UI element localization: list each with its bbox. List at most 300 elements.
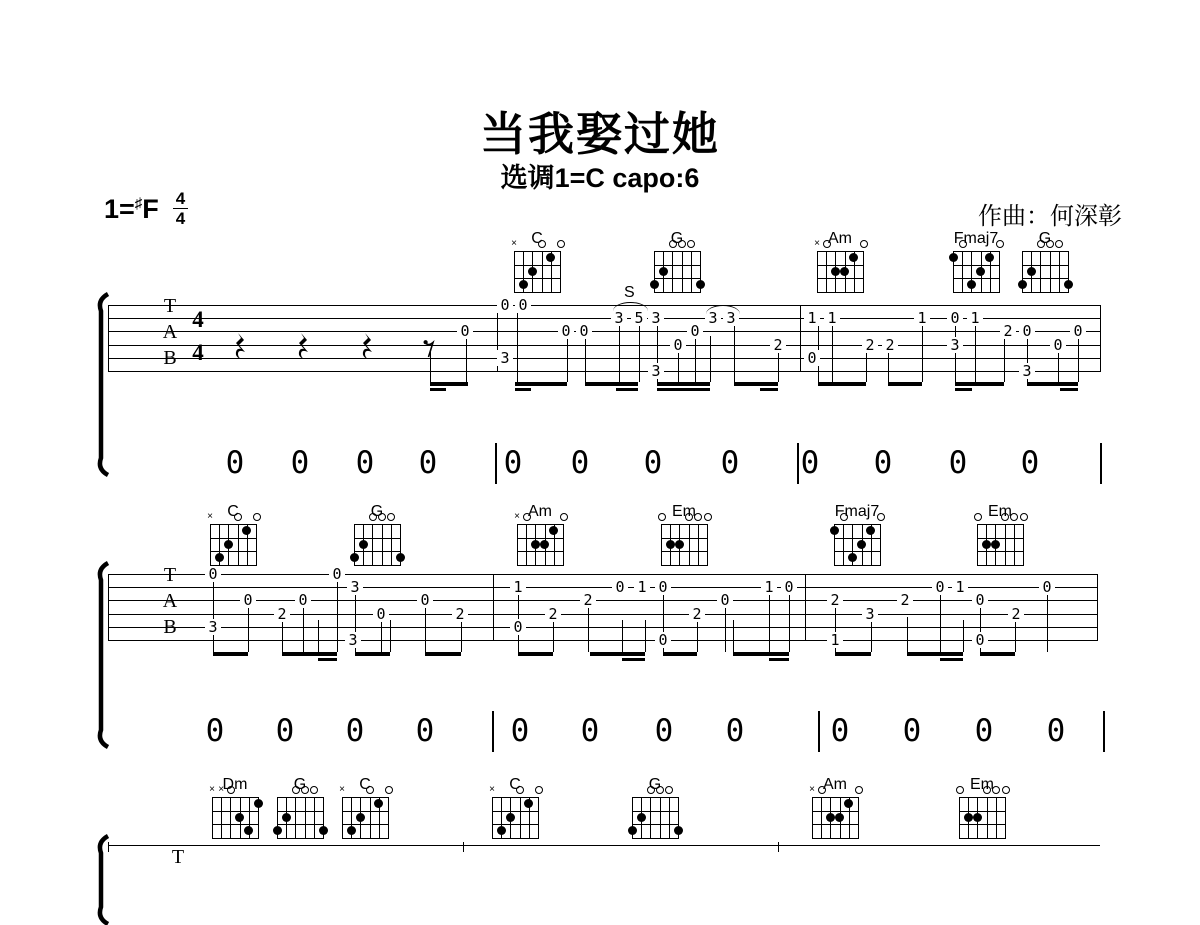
chord-finger-dot bbox=[359, 540, 368, 549]
beam-secondary bbox=[657, 388, 710, 392]
chord-fret-line bbox=[959, 797, 1005, 798]
note-stem bbox=[585, 336, 586, 382]
chord-string-line bbox=[660, 797, 661, 839]
chord-finger-dot bbox=[675, 540, 684, 549]
staff-line bbox=[108, 371, 1100, 372]
chord-fret-line bbox=[277, 797, 323, 798]
muted-string-icon: × bbox=[814, 238, 820, 249]
chord-fret-line bbox=[812, 797, 858, 798]
tab-note: 0 bbox=[373, 606, 389, 622]
chord-finger-dot bbox=[519, 280, 528, 289]
note-stem bbox=[940, 590, 941, 652]
note-stem bbox=[639, 321, 640, 382]
tab-note: 1 bbox=[827, 632, 843, 648]
chord-name: Am bbox=[528, 503, 552, 520]
barline bbox=[1100, 305, 1101, 372]
note-stem bbox=[734, 321, 735, 382]
chord-fret-line bbox=[514, 251, 560, 252]
chord-string-line bbox=[560, 251, 561, 293]
chord-fret-line bbox=[953, 292, 999, 293]
chord-finger-dot bbox=[374, 799, 383, 808]
chord-finger-dot bbox=[282, 813, 291, 822]
chord-string-line bbox=[689, 524, 690, 566]
staff-line bbox=[108, 574, 1097, 575]
chord-string-line bbox=[256, 524, 257, 566]
chord-fret-line bbox=[212, 811, 258, 812]
chord-fret-line bbox=[514, 292, 560, 293]
key-letter: F bbox=[142, 194, 159, 224]
barline bbox=[108, 305, 109, 372]
note-stem bbox=[769, 590, 770, 652]
chord-finger-dot bbox=[356, 813, 365, 822]
beam bbox=[518, 652, 553, 656]
count-zero: 0 bbox=[643, 445, 663, 481]
open-string-icon bbox=[855, 786, 863, 794]
tab-note: 0 bbox=[655, 632, 671, 648]
muted-string-icon: × bbox=[209, 784, 215, 795]
tab-note: 2 bbox=[897, 592, 913, 608]
chord-finger-dot bbox=[866, 526, 875, 535]
chord-finger-dot bbox=[224, 540, 233, 549]
chord-fret-line bbox=[212, 797, 258, 798]
chord-fret-line bbox=[834, 565, 880, 566]
chord-fret-line bbox=[210, 551, 256, 552]
beam-secondary bbox=[760, 388, 778, 392]
chord-string-line bbox=[520, 797, 521, 839]
chord-finger-dot bbox=[524, 799, 533, 808]
open-string-icon bbox=[1037, 240, 1045, 248]
chord-finger-dot bbox=[347, 826, 356, 835]
count-zero: 0 bbox=[570, 445, 590, 481]
count-zero: 0 bbox=[1046, 713, 1066, 749]
barline bbox=[800, 305, 801, 372]
open-string-icon bbox=[292, 786, 300, 794]
chord-fret-line bbox=[654, 251, 700, 252]
count-zero: 0 bbox=[275, 713, 295, 749]
chord-fret-line bbox=[977, 524, 1023, 525]
quarter-rest-icon bbox=[361, 332, 375, 360]
count-zero: 0 bbox=[800, 445, 820, 481]
chord-finger-dot bbox=[976, 267, 985, 276]
tab-note: 0 bbox=[655, 579, 671, 595]
beam bbox=[907, 652, 963, 656]
quarter-rest-icon bbox=[234, 332, 248, 360]
chord-fret-line bbox=[959, 811, 1005, 812]
tab-letter: B bbox=[163, 347, 177, 369]
chord-finger-dot bbox=[964, 813, 973, 822]
time-signature-bottom: 4 bbox=[175, 209, 186, 228]
slur-arc bbox=[706, 305, 740, 314]
note-stem bbox=[710, 336, 711, 382]
chord-fret-line bbox=[354, 551, 400, 552]
chord-name: G bbox=[1038, 230, 1052, 247]
open-string-icon bbox=[1020, 513, 1028, 521]
count-zero: 0 bbox=[205, 713, 225, 749]
note-stem bbox=[1078, 336, 1079, 382]
staff-line bbox=[108, 640, 1097, 641]
chord-string-line bbox=[672, 251, 673, 293]
beam bbox=[590, 652, 645, 656]
chord-finger-dot bbox=[1018, 280, 1027, 289]
chord-finger-dot bbox=[546, 253, 555, 262]
chord-string-line bbox=[977, 524, 978, 566]
open-string-icon bbox=[996, 240, 1004, 248]
chord-fret-line bbox=[953, 278, 999, 279]
chord-name: Dm bbox=[222, 776, 248, 793]
note-stem bbox=[619, 321, 620, 382]
chord-fret-line bbox=[354, 524, 400, 525]
tab-note: 0 bbox=[1050, 337, 1066, 353]
chord-finger-dot bbox=[319, 826, 328, 835]
chord-fret-line bbox=[834, 524, 880, 525]
chord-fret-line bbox=[953, 265, 999, 266]
chord-fret-line bbox=[354, 538, 400, 539]
beam bbox=[213, 652, 248, 656]
chord-fret-line bbox=[661, 551, 707, 552]
barline bbox=[805, 574, 806, 641]
chord-string-line bbox=[843, 524, 844, 566]
tab-note: 1 bbox=[914, 310, 930, 326]
chord-string-line bbox=[959, 797, 960, 839]
note-stem bbox=[213, 577, 214, 652]
muted-string-icon: × bbox=[511, 238, 517, 249]
chord-name: Am bbox=[823, 776, 847, 793]
chord-string-line bbox=[999, 251, 1000, 293]
open-string-icon bbox=[704, 513, 712, 521]
chord-string-line bbox=[230, 797, 231, 839]
tab-note: 0 bbox=[240, 592, 256, 608]
beam-secondary bbox=[955, 388, 972, 392]
count-barline bbox=[492, 711, 494, 752]
chord-name: C bbox=[509, 776, 521, 793]
count-barline bbox=[818, 711, 820, 752]
tab-note: 3 bbox=[345, 632, 361, 648]
tab-note: 1 bbox=[510, 579, 526, 595]
muted-string-icon: × bbox=[809, 784, 815, 795]
chord-finger-dot bbox=[659, 267, 668, 276]
chord-finger-dot bbox=[826, 813, 835, 822]
eighth-rest-icon bbox=[423, 338, 435, 358]
chord-fret-line bbox=[210, 565, 256, 566]
count-zero: 0 bbox=[725, 713, 745, 749]
count-zero: 0 bbox=[503, 445, 523, 481]
tab-note: 3 bbox=[648, 310, 664, 326]
chord-string-line bbox=[1040, 251, 1041, 293]
note-stem bbox=[1047, 589, 1048, 652]
staff-line bbox=[108, 358, 1100, 359]
song-title: 当我娶过她 bbox=[480, 108, 720, 160]
tab-note: 3 bbox=[347, 579, 363, 595]
chord-string-line bbox=[1005, 797, 1006, 839]
count-zero: 0 bbox=[580, 713, 600, 749]
staff-line bbox=[108, 614, 1097, 615]
tab-note: 3 bbox=[611, 310, 627, 326]
beam bbox=[835, 652, 871, 656]
chord-fret-line bbox=[977, 565, 1023, 566]
chord-fret-line bbox=[812, 811, 858, 812]
chord-finger-dot bbox=[849, 253, 858, 262]
chord-string-line bbox=[821, 797, 822, 839]
tab-note: 2 bbox=[770, 337, 786, 353]
note-stem bbox=[645, 620, 646, 652]
tab-note: 3 bbox=[497, 350, 513, 366]
chord-fret-line bbox=[492, 838, 538, 839]
tab-note: 3 bbox=[723, 310, 739, 326]
chord-finger-dot bbox=[528, 267, 537, 276]
tab-note: 3 bbox=[648, 363, 664, 379]
chord-string-line bbox=[698, 524, 699, 566]
chord-string-line bbox=[863, 251, 864, 293]
tab-letter: T bbox=[171, 846, 185, 868]
tab-note: 0 bbox=[1070, 323, 1086, 339]
chord-finger-dot bbox=[637, 813, 646, 822]
chord-string-line bbox=[526, 524, 527, 566]
tab-note: 1 bbox=[824, 310, 840, 326]
chord-finger-dot bbox=[497, 826, 506, 835]
chord-fret-line bbox=[632, 838, 678, 839]
open-string-icon bbox=[877, 513, 885, 521]
chord-finger-dot bbox=[848, 553, 857, 562]
chord-finger-dot bbox=[982, 540, 991, 549]
tab-note: 0 bbox=[687, 323, 703, 339]
chord-finger-dot bbox=[396, 553, 405, 562]
chord-fret-line bbox=[1022, 278, 1068, 279]
chord-name: G bbox=[293, 776, 307, 793]
chord-string-line bbox=[661, 524, 662, 566]
chord-name: C bbox=[359, 776, 371, 793]
count-barline bbox=[1103, 711, 1105, 752]
tab-note: 0 bbox=[670, 337, 686, 353]
tab-note: 0 bbox=[558, 323, 574, 339]
beam bbox=[430, 382, 468, 386]
chord-finger-dot bbox=[696, 280, 705, 289]
chord-finger-dot bbox=[215, 553, 224, 562]
count-zero: 0 bbox=[974, 713, 994, 749]
chord-string-line bbox=[372, 524, 373, 566]
chord-finger-dot bbox=[844, 799, 853, 808]
chord-fret-line bbox=[632, 797, 678, 798]
chord-fret-line bbox=[1022, 292, 1068, 293]
chord-fret-line bbox=[661, 565, 707, 566]
chord-string-line bbox=[691, 251, 692, 293]
chord-fret-line bbox=[492, 824, 538, 825]
chord-fret-line bbox=[277, 811, 323, 812]
open-string-icon bbox=[669, 240, 677, 248]
note-stem bbox=[733, 620, 734, 652]
chord-fret-line bbox=[817, 265, 863, 266]
chord-finger-dot bbox=[1064, 280, 1073, 289]
chord-name: C bbox=[531, 230, 543, 247]
barline bbox=[1097, 574, 1098, 641]
chord-string-line bbox=[238, 524, 239, 566]
time-signature-top: 4 bbox=[173, 190, 188, 209]
open-string-icon bbox=[560, 513, 568, 521]
muted-string-icon: × bbox=[207, 511, 213, 522]
tab-note: 0 bbox=[717, 592, 733, 608]
chord-finger-dot bbox=[1027, 267, 1036, 276]
tab-note: 0 bbox=[417, 592, 433, 608]
key-prefix: 1= bbox=[104, 194, 135, 224]
tab-note: 2 bbox=[274, 606, 290, 622]
chord-name: Em bbox=[672, 503, 696, 520]
count-zero: 0 bbox=[720, 445, 740, 481]
chord-finger-dot bbox=[531, 540, 540, 549]
chord-fret-line bbox=[517, 565, 563, 566]
chord-string-line bbox=[650, 797, 651, 839]
chord-fret-line bbox=[661, 524, 707, 525]
tab-note: 0 bbox=[947, 310, 963, 326]
chord-fret-line bbox=[817, 292, 863, 293]
barline bbox=[493, 574, 494, 641]
beam-secondary bbox=[769, 658, 789, 662]
staff-line bbox=[108, 305, 1100, 306]
chord-finger-dot bbox=[235, 813, 244, 822]
beam bbox=[980, 652, 1015, 656]
tab-note: 0 bbox=[972, 632, 988, 648]
tab-note: 0 bbox=[515, 297, 531, 313]
barline bbox=[463, 842, 464, 852]
staff-time-bottom: 4 bbox=[192, 340, 204, 365]
open-string-icon bbox=[523, 513, 531, 521]
beam bbox=[733, 652, 789, 656]
staff-line bbox=[108, 845, 1100, 846]
count-barline bbox=[1100, 443, 1102, 484]
slur-arc bbox=[613, 302, 648, 311]
song-key-subtitle: 选调1=C capo:6 bbox=[500, 163, 700, 193]
chord-finger-dot bbox=[949, 253, 958, 262]
tab-note: 0 bbox=[972, 592, 988, 608]
tab-letter: A bbox=[162, 590, 178, 612]
composer-credit: 作曲：何深彰 bbox=[978, 203, 1122, 230]
chord-name: Am bbox=[828, 230, 852, 247]
chord-finger-dot bbox=[973, 813, 982, 822]
open-string-icon bbox=[253, 513, 261, 521]
tab-note: 1 bbox=[804, 310, 820, 326]
chord-string-line bbox=[382, 524, 383, 566]
chord-string-line bbox=[669, 797, 670, 839]
chord-finger-dot bbox=[506, 813, 515, 822]
chord-string-line bbox=[1059, 251, 1060, 293]
chord-name: Fmaj7 bbox=[953, 230, 999, 247]
chord-string-line bbox=[210, 524, 211, 566]
open-string-icon bbox=[956, 786, 964, 794]
chord-string-line bbox=[538, 797, 539, 839]
beam bbox=[515, 382, 567, 386]
note-stem bbox=[390, 620, 391, 652]
note-stem bbox=[963, 620, 964, 652]
chord-string-line bbox=[563, 524, 564, 566]
chord-fret-line bbox=[654, 265, 700, 266]
chord-fret-line bbox=[212, 838, 258, 839]
tab-note: 5 bbox=[631, 310, 647, 326]
chord-finger-dot bbox=[549, 526, 558, 535]
tab-note: 0 bbox=[205, 566, 221, 582]
chord-fret-line bbox=[654, 292, 700, 293]
tab-letter: T bbox=[163, 295, 177, 317]
open-string-icon bbox=[369, 513, 377, 521]
note-stem bbox=[725, 604, 726, 652]
open-string-icon bbox=[840, 513, 848, 521]
chord-fret-line bbox=[492, 797, 538, 798]
chord-string-line bbox=[682, 251, 683, 293]
chord-name: G bbox=[670, 230, 684, 247]
open-string-icon bbox=[557, 240, 565, 248]
tab-note: 0 bbox=[612, 579, 628, 595]
muted-string-icon: × bbox=[218, 784, 225, 795]
chord-string-line bbox=[342, 797, 343, 839]
tab-note: 3 bbox=[862, 606, 878, 622]
chord-string-line bbox=[987, 797, 988, 839]
beam bbox=[282, 652, 337, 656]
chord-fret-line bbox=[514, 265, 560, 266]
tab-note: 2 bbox=[827, 592, 843, 608]
tab-note: 2 bbox=[545, 606, 561, 622]
note-stem bbox=[922, 321, 923, 382]
beam bbox=[888, 382, 922, 386]
note-stem bbox=[1004, 336, 1005, 382]
tab-note: 2 bbox=[580, 592, 596, 608]
tab-note: 2 bbox=[1000, 323, 1016, 339]
chord-string-line bbox=[221, 797, 222, 839]
note-stem bbox=[318, 620, 319, 652]
tab-note: 0 bbox=[295, 592, 311, 608]
beam bbox=[955, 382, 1004, 386]
tab-note: 0 bbox=[1019, 323, 1035, 339]
chord-finger-dot bbox=[840, 267, 849, 276]
barline bbox=[108, 574, 109, 641]
tab-note: 1 bbox=[761, 579, 777, 595]
count-zero: 0 bbox=[345, 713, 365, 749]
chord-finger-dot bbox=[650, 280, 659, 289]
chord-fret-line bbox=[977, 551, 1023, 552]
chord-name: G bbox=[648, 776, 662, 793]
chord-string-line bbox=[305, 797, 306, 839]
tab-note: 2 bbox=[882, 337, 898, 353]
beam bbox=[818, 382, 866, 386]
count-zero: 0 bbox=[290, 445, 310, 481]
chord-fret-line bbox=[953, 251, 999, 252]
open-string-icon bbox=[647, 786, 655, 794]
tab-note: 3 bbox=[947, 337, 963, 353]
technique-label: S bbox=[624, 284, 635, 301]
note-stem bbox=[517, 308, 518, 382]
note-stem bbox=[248, 604, 249, 652]
barline bbox=[108, 842, 109, 852]
chord-fret-line bbox=[277, 838, 323, 839]
muted-string-icon: × bbox=[514, 511, 520, 522]
chord-string-line bbox=[391, 524, 392, 566]
beam bbox=[585, 382, 638, 386]
count-zero: 0 bbox=[830, 713, 850, 749]
chord-string-line bbox=[1014, 524, 1015, 566]
count-zero: 0 bbox=[948, 445, 968, 481]
tab-note: 0 bbox=[1039, 579, 1055, 595]
chord-fret-line bbox=[514, 278, 560, 279]
chord-fret-line bbox=[632, 811, 678, 812]
chord-name: Em bbox=[988, 503, 1012, 520]
beam bbox=[657, 382, 710, 386]
tab-note: 0 bbox=[781, 579, 797, 595]
staff-line bbox=[108, 331, 1100, 332]
tab-note: 1 bbox=[952, 579, 968, 595]
chord-fret-line bbox=[517, 551, 563, 552]
staff-line bbox=[108, 600, 1097, 601]
beam bbox=[425, 652, 461, 656]
note-stem bbox=[337, 577, 338, 652]
open-string-icon bbox=[227, 786, 235, 794]
beam-secondary bbox=[622, 658, 645, 662]
tab-note: 2 bbox=[689, 606, 705, 622]
